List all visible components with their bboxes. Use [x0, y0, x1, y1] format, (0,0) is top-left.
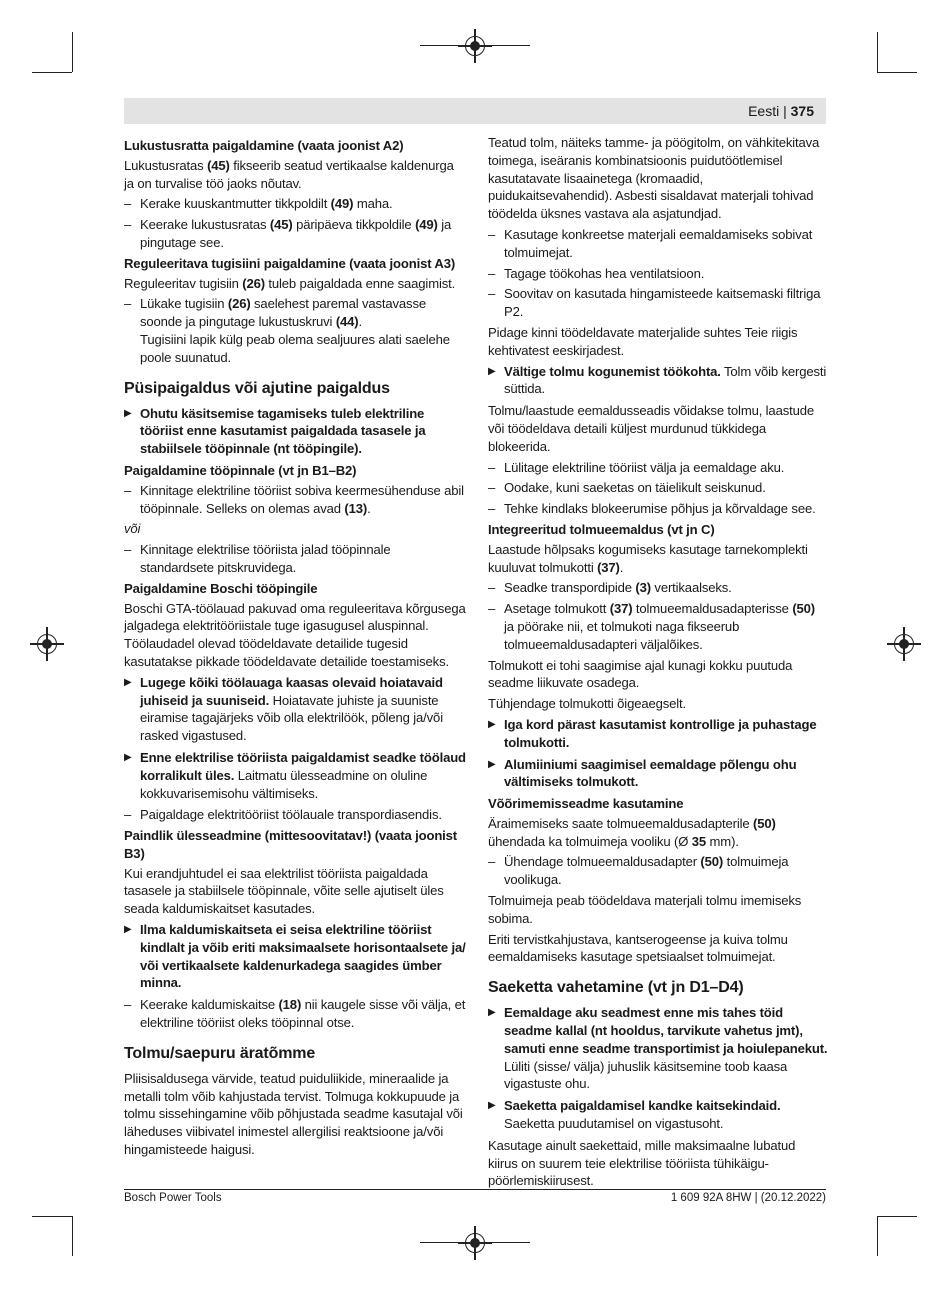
registration-target-icon [465, 36, 485, 56]
right-column [488, 134, 828, 1193]
left-column [124, 134, 466, 1162]
registration-target-icon [894, 634, 914, 654]
footer-doc-id: 1 609 92A 8HW | (20.12.2022) [670, 1192, 826, 1204]
dash-list-item: – Oodake, kuni saeketas on täielikult seiskunud. [488, 479, 828, 497]
dash-list-item: – Kinnitage elektrilise tööriista jalad tööpinnale standardsete pitskruvidega. [124, 541, 466, 577]
registration-target-icon [465, 1233, 485, 1253]
dash-list-item: – Tagage töökohas hea ventilatsioon. [488, 265, 828, 283]
subheading: Lukustusratta paigaldamine (vaata joonist A2) [124, 138, 404, 153]
dash-list-item: – Tehke kindlaks blokeerumise põhjus ja kõrvaldage see. [488, 500, 828, 518]
dash-list-item: – Seadke transpordipide (3) vertikaalseks. [488, 579, 828, 597]
warning-item: ▶ Lugege kõiki töölauaga kaasas olevaid hoiatavaid juhiseid ja suuniseid. Hoiatavate juhiste ja suuniste eiramise tagajärjeks võib olla elektrilöök, põleng ja/või rasked vigastused. [124, 674, 466, 745]
warning-item: ▶ Ohutu käsitsemise tagamiseks tuleb elektriline tööriist enne kasutamist paigaldada tasasele ja stabiilsele tööpinnale (nt tööpingile). [124, 405, 466, 458]
paragraph: Boschi GTA-töölauad pakuvad oma reguleeritava kõrgusega jalgadega elektritööriistale tuge igasugusel aluspinnal. Töölaudadel olevad töödeldavate detailide tugesid kasutatakse pikkade töödeldavate detailide toestamiseks. [124, 600, 466, 669]
header-separator: | [783, 103, 787, 119]
dash-list-item: – Soovitav on kasutada hingamisteede kaitsemaski filtriga P2. [488, 285, 828, 321]
crop-mark [32, 1216, 72, 1217]
dash-list-item: – Keerake lukustusratas (45) päripäeva tikkpoldile (49) ja pingutage see. [124, 216, 466, 252]
warning-item: ▶ Saeketta paigaldamisel kandke kaitsekindaid. Saeketta puudutamisel on vigastusoht. [488, 1097, 828, 1133]
dash-list-item: – Lülitage elektriline tööriist välja ja eemaldage aku. [488, 459, 828, 477]
crop-mark [877, 72, 917, 73]
paragraph: Lukustusratas (45) fikseerib seatud vertikaalse kaldenurga ja on turvalise töö jaoks nõutav. [124, 157, 454, 191]
paragraph: Äraimemiseks saate tolmueemaldusadapterile (50) ühendada ka tolmuimeja vooliku (Ø 35 mm). [488, 815, 776, 849]
warning-item: ▶ Alumiiniumi saagimisel eemaldage põlengu ohu vältimiseks tolmukott. [488, 756, 828, 792]
warning-item: ▶ Ilma kaldumiskaitseta ei seisa elektriline tööriist kindlalt ja võib eriti maksimaalsete horisontaalsete ja/ või vertikaalsete kaldenurkadega saagides ümber minna. [124, 921, 466, 992]
subheading: Võõrimemisseadme kasutamine [488, 796, 684, 812]
dash-list-item: – Kasutage konkreetse materjali eemaldamiseks sobivat tolmuimejat. [488, 226, 828, 262]
crop-mark [32, 72, 72, 73]
crop-mark [877, 1216, 917, 1217]
paragraph: Kasutage ainult saekettaid, mille maksimaalne lubatud kiirus on suurem teie elektrilise tööriista tühikäigu- pöörlemiskiirusest. [488, 1137, 796, 1189]
footer-brand: Bosch Power Tools [124, 1192, 222, 1204]
registration-target-icon [37, 634, 57, 654]
page-number: 375 [790, 103, 814, 119]
warning-item: ▶ Iga kord pärast kasutamist kontrollige ja puhastage tolmukotti. [488, 716, 828, 752]
dash-list-item: – Ühendage tolmueemaldusadapter (50) tolmuimeja voolikuga. [488, 853, 828, 889]
subheading: Reguleeritava tugisiini paigaldamine (vaata joonist A3) [124, 255, 456, 271]
subheading: Paigaldamine Boschi tööpingile [124, 580, 318, 596]
crop-mark [877, 1216, 878, 1256]
page-header [748, 103, 814, 119]
paragraph: Pidage kinni töödeldavate materjalide suhtes Teie riigis kehtivatest eeskirjadest. [488, 324, 798, 358]
warning-item: ▶ Eemaldage aku seadmest enne mis tahes töid seadme kallal (nt hooldus, tarvikute vahetus jmt), samuti enne seadme transportimist ja hoiulepanekut. Lüliti (sisse/ välja) juhuslik käsitsemine toob kaasa vigastuste ohu. [488, 1004, 828, 1093]
subheading: Integreeritud tolmueemaldus (vt jn C) [488, 521, 715, 537]
warning-item: ▶ Vältige tolmu kogunemist töökohta. Tolm võib kergesti süttida. [488, 363, 828, 399]
crop-mark [877, 32, 878, 72]
dash-list-item: – Keerake kaldumiskaitse (18) nii kaugele sisse või välja, et elektriline tööriist oleks tööpinnal otse. [124, 996, 466, 1032]
paragraph: Reguleeritav tugisiin (26) tuleb paigaldada enne saagimist. [124, 275, 456, 291]
dash-list-item: – Asetage tolmukott (37) tolmueemaldusadapterisse (50) ja pöörake nii, et tolmukoti naga fikseerub tolmueemaldusadapteri väljalõikes. [488, 600, 828, 653]
paragraph: Pliisisaldusega värvide, teatud puiduliikide, mineraalide ja metalli tolm võib kahjustada tervist. Tolmuga kokkupuude ja tolmu sissehingamine võib põhjustada seadme kasutajal või läheduses viibivatel inimestel allergilisi reaktsioone ja/või hingamisteede haigusi. [124, 1070, 463, 1158]
header-band [124, 98, 826, 124]
paragraph: Tühjendage tolmukotti õigeaegselt. [488, 696, 686, 712]
footer-rule [124, 1189, 826, 1190]
paragraph: Tolmukott ei tohi saagimise ajal kunagi kokku puutuda seadme liikuvate osadega. [488, 657, 793, 691]
subheading: Paigaldamine tööpinnale (vt jn B1–B2) [124, 462, 357, 478]
warning-item: ▶ Enne elektrilise tööriista paigaldamist seadke töölaud korralikult üles. Laitmatu ülesseadmine on oluline kokkuvarisemisohu vältimiseks. [124, 749, 466, 802]
crop-mark [72, 1216, 73, 1256]
dash-list-item: – Kerake kuuskantmutter tikkpoldilt (49) maha. [124, 195, 466, 213]
paragraph: Tolmuimeja peab töödeldava materjali tolmu imemiseks sobima. [488, 893, 802, 926]
dash-list-item: – Lükake tugisiin (26) saelehest paremal vastavasse soonde ja pingutage lukustuskruvi (44). Tugisiini lapik külg peab olema sealjuures alati saelehe poole suunatud. [124, 295, 466, 366]
dash-list-item: – Paigaldage elektritööriist töölauale transpordiasendis. [124, 806, 466, 824]
paragraph: Laastude hõlpsaks kogumiseks kasutage tarnekomplekti kuuluvat tolmukotti (37). [488, 541, 808, 575]
subheading: Paindlik ülesseadmine (mittesoovitatav!) (vaata joonist B3) [124, 828, 458, 861]
dash-list-item: – Kinnitage elektriline tööriist sobiva keermesühenduse abil tööpinnale. Selleks on olemas avad (13). [124, 482, 466, 518]
section-heading: Püsipaigaldus või ajutine paigaldus [124, 379, 390, 397]
paragraph: Teatud tolm, näiteks tamme- ja pöögitolm, on vähkitekitava toimega, iseäranis kombinatsioonis puidutöötlemisel kasutatavate lisaainetega (kromaadid, puidukaitsevahendid). Asbesti sisaldavat materjali tohivad töödelda üksnes vastava ala asjatundjad. [488, 135, 820, 222]
paragraph: Kui erandjuhtudel ei saa elektrilist tööriista paigaldada tasasele ja stabiilsele tööpinnale, võite selle ajutiselt üles seada kaldumiskaitset kasutades. [124, 865, 444, 917]
crop-mark [72, 32, 73, 72]
section-title: Eesti [748, 103, 780, 119]
section-heading: Saeketta vahetamine (vt jn D1–D4) [488, 979, 744, 997]
paragraph: või [124, 521, 141, 537]
section-heading: Tolmu/saepuru äratõmme [124, 1044, 316, 1062]
paragraph: Eriti tervistkahjustava, kantserogeense ja kuiva tolmu eemaldamiseks kasutage spetsiaalset tolmuimejat. [488, 931, 788, 965]
paragraph: Tolmu/laastude eemaldusseadis võidakse tolmu, laastude või töödeldava detaili küljest murdunud tükkidega blokeerida. [488, 403, 814, 454]
